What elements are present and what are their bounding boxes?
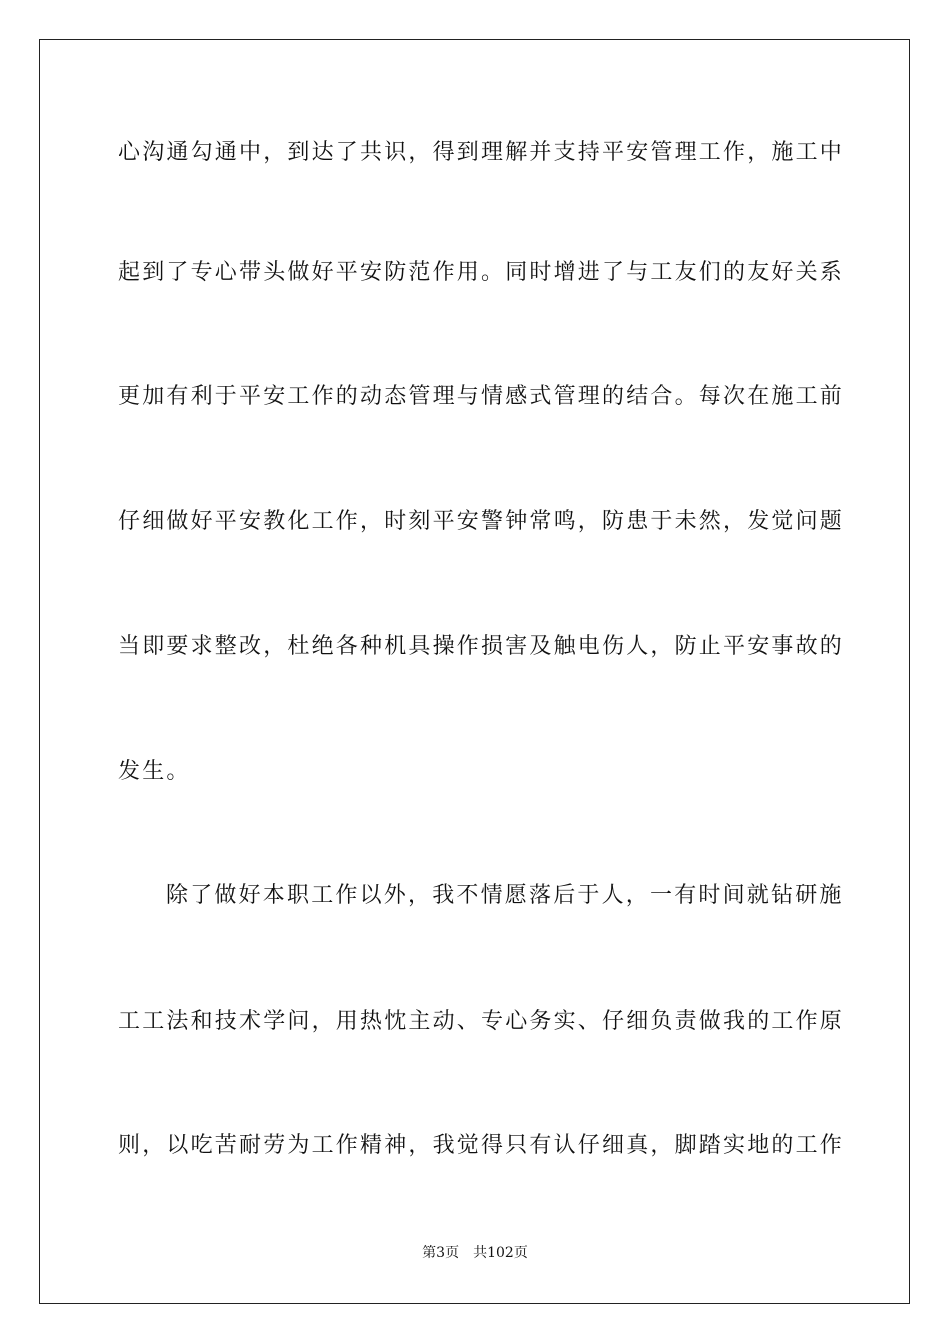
text-line-3: 更加有利于平安工作的动态管理与情感式管理的结合。每次在施工前: [118, 384, 845, 409]
page-footer: [0, 1244, 950, 1262]
page-number: 第3页: [422, 1245, 460, 1261]
text-line-5: 当即要求整改，杜绝各种机具操作损害及触电伤人，防止平安事故的: [118, 634, 845, 659]
total-pages: 共102页: [473, 1245, 528, 1261]
text-line-2: 起到了专心带头做好平安防范作用。同时增进了与工友们的友好关系: [118, 260, 845, 285]
text-line-6: 发生。: [118, 759, 191, 784]
text-line-1: 心沟通勾通中，到达了共识，得到理解并支持平安管理工作，施工中: [118, 140, 845, 165]
text-line-4: 仔细做好平安教化工作，时刻平安警钟常鸣，防患于未然，发觉问题: [118, 509, 845, 534]
text-line-8: 工工法和技术学问，用热忱主动、专心务实、仔细负责做我的工作原: [118, 1009, 845, 1034]
text-line-9: 则，以吃苦耐劳为工作精神，我觉得只有认仔细真，脚踏实地的工作: [118, 1133, 845, 1158]
text-line-7: 除了做好本职工作以外，我不情愿落后于人，一有时间就钻研施: [166, 883, 844, 908]
page-border: [39, 39, 910, 1304]
